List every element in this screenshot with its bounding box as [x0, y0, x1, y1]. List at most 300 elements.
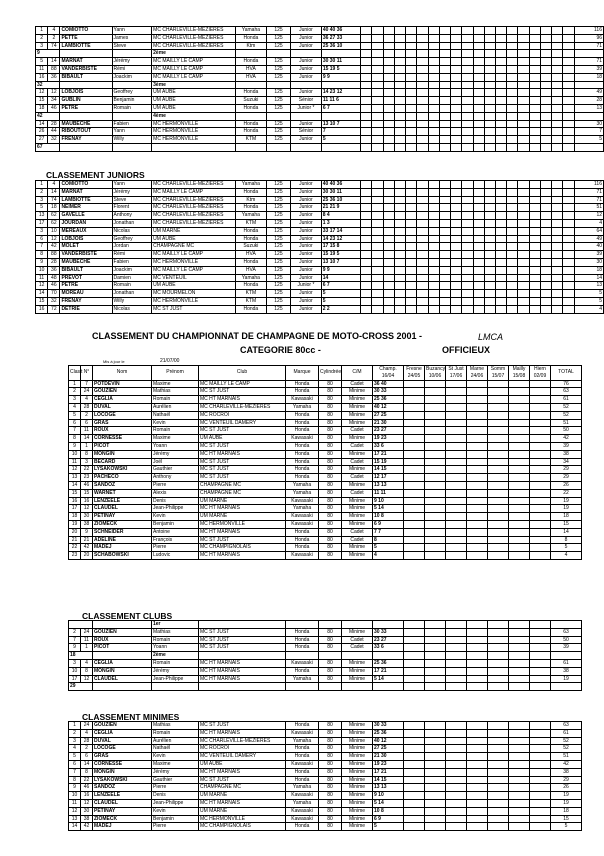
- empty-cell: [372, 219, 383, 227]
- empty-cell: [467, 520, 488, 528]
- empty-cell: [467, 528, 488, 536]
- empty-cell: [467, 659, 488, 667]
- empty-cell: [404, 419, 425, 427]
- cc-cell: 80: [319, 442, 342, 450]
- empty-cell: [439, 128, 450, 136]
- class-cell: Junior: [291, 181, 322, 189]
- empty-cell: [406, 219, 417, 227]
- club-cell: MC ST JUST: [199, 636, 286, 644]
- empty-cell: [321, 50, 360, 58]
- lastname-cell: RIBOUTOUT: [60, 128, 112, 136]
- table-row: [69, 807, 582, 815]
- brand-cell: Honda: [286, 644, 319, 652]
- number-cell: 36: [48, 73, 60, 81]
- lastname-cell: MAUBECHE: [60, 258, 112, 266]
- empty-cell: [540, 58, 551, 66]
- empty-cell: [439, 251, 450, 259]
- rank-cell: 17: [69, 505, 81, 513]
- class-cell: Junior: [291, 266, 322, 274]
- lastname-cell: CLAUDEL: [93, 799, 152, 807]
- empty-cell: [451, 34, 462, 42]
- cc-cell: 125: [266, 188, 290, 196]
- points-cell: 36 27 33: [321, 34, 360, 42]
- class-cell: Minime: [342, 520, 373, 528]
- empty-cell: [507, 58, 518, 66]
- firstname-cell: Jean-Philippe: [152, 799, 199, 807]
- empty-cell: [530, 458, 551, 466]
- rank-cell: 14: [69, 823, 81, 831]
- total-cell: 71: [574, 58, 603, 66]
- empty-cell: [574, 143, 603, 151]
- points-cell: 14 23 12: [321, 89, 360, 97]
- brand-cell: Honda: [235, 258, 266, 266]
- empty-cell: [404, 489, 425, 497]
- class-cell: Sénior: [291, 97, 322, 105]
- club-cell: MC ST JUST: [199, 536, 286, 544]
- table-row: [36, 136, 604, 144]
- empty-cell: [551, 621, 582, 629]
- empty-cell: [529, 219, 540, 227]
- lastname-cell: GAVELLE: [60, 212, 112, 220]
- empty-cell: [93, 683, 152, 691]
- empty-cell: [425, 628, 446, 636]
- empty-cell: [425, 745, 446, 753]
- empty-cell: [563, 251, 574, 259]
- empty-cell: [540, 297, 551, 305]
- brand-cell: KTM: [235, 136, 266, 144]
- empty-cell: [372, 81, 383, 89]
- class-cell: Junior: [291, 235, 322, 243]
- club-cell: MC HT MARNAIS: [199, 528, 286, 536]
- empty-cell: [462, 27, 473, 35]
- club-cell: MC CHARLEVILLE-MEZIERES: [152, 27, 236, 35]
- points-cell: 8: [373, 536, 404, 544]
- total-cell: 63: [551, 722, 582, 730]
- table-row: [69, 552, 582, 560]
- empty-cell: [552, 42, 563, 50]
- points-cell: 4: [373, 552, 404, 560]
- brand-cell: Yamaha: [235, 27, 266, 35]
- empty-cell: [530, 481, 551, 489]
- empty-cell: [530, 784, 551, 792]
- empty-cell: [425, 792, 446, 800]
- empty-cell: [425, 768, 446, 776]
- empty-cell: [488, 528, 509, 536]
- empty-cell: [439, 204, 450, 212]
- rank-cell: 12: [69, 466, 81, 474]
- empty-cell: [451, 42, 462, 50]
- section-label-cell: 3ème: [152, 81, 236, 89]
- empty-cell: [462, 120, 473, 128]
- empty-cell: [361, 42, 372, 50]
- empty-cell: [496, 89, 507, 97]
- club-cell: MC MAILLY LE CAMP: [152, 73, 236, 81]
- club-cell: MC CHARLEVILLE-MEZIERES: [199, 403, 286, 411]
- brand-cell: Honda: [286, 474, 319, 482]
- table-row: [69, 753, 582, 761]
- class-cell: Minime: [342, 792, 373, 800]
- table-row: [69, 628, 582, 636]
- rank-cell: 15: [36, 297, 48, 305]
- empty-cell: [361, 188, 372, 196]
- update-label: Mis à jour le: [103, 359, 125, 364]
- empty-cell: [425, 667, 446, 675]
- empty-cell: [529, 136, 540, 144]
- empty-cell: [462, 73, 473, 81]
- empty-cell: [530, 745, 551, 753]
- empty-cell: [406, 188, 417, 196]
- empty-cell: [372, 73, 383, 81]
- empty-cell: [372, 297, 383, 305]
- empty-cell: [361, 196, 372, 204]
- empty-cell: [462, 65, 473, 73]
- empty-cell: [552, 136, 563, 144]
- number-cell: 14: [48, 58, 60, 66]
- empty-cell: [518, 251, 529, 259]
- lastname-cell: MADEJ: [93, 544, 152, 552]
- empty-cell: [425, 380, 446, 388]
- cc-cell: 125: [266, 104, 290, 112]
- empty-cell: [291, 81, 322, 89]
- empty-cell: [509, 729, 530, 737]
- empty-cell: [404, 411, 425, 419]
- club-cell: UM AUBE: [152, 97, 236, 105]
- empty-cell: [530, 652, 551, 660]
- empty-cell: [488, 474, 509, 482]
- rank-cell: 1: [69, 380, 81, 388]
- brand-cell: Honda: [286, 427, 319, 435]
- empty-cell: [518, 97, 529, 105]
- empty-cell: [563, 219, 574, 227]
- empty-cell: [451, 305, 462, 313]
- cc-cell: 80: [319, 411, 342, 419]
- empty-cell: [488, 722, 509, 730]
- firstname-cell: Rémi: [112, 251, 152, 259]
- rank-cell: 7: [36, 243, 48, 251]
- class-cell: Minime: [342, 807, 373, 815]
- total-cell: 18: [574, 73, 603, 81]
- empty-cell: [518, 212, 529, 220]
- class-cell: Minime: [342, 466, 373, 474]
- empty-cell: [383, 227, 394, 235]
- firstname-cell: Jérémy: [112, 188, 152, 196]
- empty-cell: [530, 396, 551, 404]
- empty-cell: [509, 528, 530, 536]
- empty-cell: [60, 143, 112, 151]
- empty-cell: [473, 243, 484, 251]
- empty-cell: [507, 282, 518, 290]
- empty-cell: [425, 636, 446, 644]
- table-row: [69, 536, 582, 544]
- club-cell: MC HERMONVILLE: [152, 258, 236, 266]
- empty-cell: [473, 196, 484, 204]
- empty-cell: [404, 636, 425, 644]
- empty-cell: [417, 112, 428, 120]
- number-cell: 9: [81, 528, 93, 536]
- empty-cell: [404, 380, 425, 388]
- empty-cell: [552, 251, 563, 259]
- empty-cell: [425, 411, 446, 419]
- class-cell: Minime: [342, 388, 373, 396]
- brand-cell: Yamaha: [286, 489, 319, 497]
- class-cell: Cadet: [342, 380, 373, 388]
- empty-cell: [552, 181, 563, 189]
- empty-cell: [361, 143, 372, 151]
- cc-cell: 80: [319, 450, 342, 458]
- total-cell: 39: [551, 644, 582, 652]
- cc-cell: 125: [266, 235, 290, 243]
- club-cell: CHAMPAGNE MC: [199, 489, 286, 497]
- update-date: 21/07/00: [160, 358, 180, 364]
- empty-cell: [428, 65, 439, 73]
- club-cell: MC CHARLEVILLE-MEZIERES: [152, 219, 236, 227]
- brand-cell: Honda: [286, 528, 319, 536]
- empty-cell: [406, 305, 417, 313]
- empty-cell: [507, 136, 518, 144]
- cc-cell: 80: [319, 419, 342, 427]
- table-row: [36, 42, 604, 50]
- empty-cell: [446, 768, 467, 776]
- rank-cell: 18: [36, 104, 48, 112]
- lastname-cell: MARNAT: [60, 58, 112, 66]
- lastname-cell: MONGIN: [93, 450, 152, 458]
- points-cell: 7: [321, 128, 360, 136]
- empty-cell: [467, 489, 488, 497]
- empty-cell: [439, 235, 450, 243]
- empty-cell: [518, 42, 529, 50]
- lastname-cell: CEGLIA: [93, 396, 152, 404]
- empty-cell: [488, 419, 509, 427]
- number-cell: 32: [48, 136, 60, 144]
- rank-cell: 6: [69, 760, 81, 768]
- points-cell: 10 8: [373, 807, 404, 815]
- rank-cell: 5: [36, 58, 48, 66]
- empty-cell: [425, 621, 446, 629]
- table-row: [69, 435, 582, 443]
- number-cell: 24: [81, 628, 93, 636]
- brand-cell: Yamaha: [235, 274, 266, 282]
- empty-cell: [417, 34, 428, 42]
- empty-cell: [530, 442, 551, 450]
- empty-cell: [530, 380, 551, 388]
- empty-cell: [372, 204, 383, 212]
- rank-cell: 20: [69, 528, 81, 536]
- brand-cell: Honda: [286, 380, 319, 388]
- empty-cell: [467, 667, 488, 675]
- number-cell: 42: [81, 823, 93, 831]
- empty-cell: [361, 58, 372, 66]
- empty-cell: [417, 181, 428, 189]
- empty-cell: [467, 396, 488, 404]
- points-cell: 5: [373, 544, 404, 552]
- number-cell: 74: [48, 196, 60, 204]
- cc-cell: 80: [319, 427, 342, 435]
- table-row: [69, 737, 582, 745]
- empty-cell: [372, 274, 383, 282]
- points-cell: 15 19 5: [321, 251, 360, 259]
- column-header: TOTAL: [551, 366, 582, 381]
- empty-cell: [439, 266, 450, 274]
- empty-cell: [439, 212, 450, 220]
- club-cell: MC HT MARNAIS: [199, 396, 286, 404]
- empty-cell: [406, 50, 417, 58]
- total-cell: 4: [574, 305, 603, 313]
- lastname-cell: ROUX: [93, 427, 152, 435]
- empty-cell: [404, 644, 425, 652]
- championship-title: CLASSEMENT DU CHAMPIONNAT DE CHAMPAGNE DE MOTO-CROSS 2001 -: [92, 331, 423, 341]
- table-row: [69, 799, 582, 807]
- club-cell: MC HT MARNAIS: [199, 505, 286, 513]
- empty-cell: [540, 181, 551, 189]
- empty-cell: [425, 737, 446, 745]
- empty-cell: [488, 458, 509, 466]
- empty-cell: [529, 104, 540, 112]
- empty-cell: [372, 258, 383, 266]
- empty-cell: [467, 513, 488, 521]
- total-cell: 49: [574, 235, 603, 243]
- empty-cell: [518, 219, 529, 227]
- firstname-cell: Romain: [152, 396, 199, 404]
- empty-cell: [428, 251, 439, 259]
- empty-cell: [425, 552, 446, 560]
- empty-cell: [518, 274, 529, 282]
- class-cell: Cadet: [342, 528, 373, 536]
- column-header: Clas't: [69, 366, 81, 381]
- empty-cell: [446, 784, 467, 792]
- section-row: [69, 652, 582, 660]
- rank-cell: 13: [69, 815, 81, 823]
- empty-cell: [529, 112, 540, 120]
- lastname-cell: GRAS: [93, 753, 152, 761]
- rank-cell: 2: [69, 628, 81, 636]
- firstname-cell: Fabien: [112, 258, 152, 266]
- empty-cell: [473, 188, 484, 196]
- firstname-cell: Romain: [152, 659, 199, 667]
- brand-cell: Suzuki: [235, 243, 266, 251]
- points-cell: 40 40 36: [321, 27, 360, 35]
- empty-cell: [484, 196, 495, 204]
- empty-cell: [451, 128, 462, 136]
- empty-cell: [509, 403, 530, 411]
- club-cell: UM MARNE: [199, 513, 286, 521]
- cc-cell: 80: [319, 628, 342, 636]
- empty-cell: [507, 112, 518, 120]
- table-row: [69, 466, 582, 474]
- empty-cell: [383, 282, 394, 290]
- empty-cell: [495, 204, 506, 212]
- lastname-cell: FRENAY: [60, 136, 112, 144]
- empty-cell: [518, 65, 529, 73]
- empty-cell: [529, 65, 540, 73]
- rank-cell: 11: [36, 274, 48, 282]
- empty-cell: [563, 120, 574, 128]
- empty-cell: [417, 65, 428, 73]
- lastname-cell: JOURDAN: [60, 219, 112, 227]
- rank-cell: 5: [36, 204, 48, 212]
- empty-cell: [467, 729, 488, 737]
- number-cell: 2: [81, 745, 93, 753]
- empty-cell: [446, 807, 467, 815]
- club-cell: MC CHAMPIGNOLAIS: [199, 823, 286, 831]
- empty-cell: [462, 50, 473, 58]
- lastname-cell: SCHABOWSKI: [93, 552, 152, 560]
- class-cell: Minime: [342, 396, 373, 404]
- empty-cell: [439, 243, 450, 251]
- empty-cell: [518, 104, 529, 112]
- empty-cell: [394, 136, 405, 144]
- empty-cell: [467, 544, 488, 552]
- empty-cell: [266, 81, 290, 89]
- empty-cell: [383, 297, 394, 305]
- table-row: [69, 396, 582, 404]
- table-row: [69, 659, 582, 667]
- rank-cell: 5: [69, 411, 81, 419]
- rank-cell: 26: [36, 128, 48, 136]
- empty-cell: [383, 65, 394, 73]
- class-cell: Junior: [291, 73, 322, 81]
- empty-cell: [530, 667, 551, 675]
- empty-cell: [530, 552, 551, 560]
- number-cell: 12: [81, 675, 93, 683]
- empty-cell: [404, 396, 425, 404]
- empty-cell: [383, 235, 394, 243]
- empty-cell: [60, 81, 112, 89]
- empty-cell: [530, 753, 551, 761]
- cc-cell: 80: [319, 388, 342, 396]
- empty-cell: [462, 219, 473, 227]
- empty-cell: [404, 745, 425, 753]
- empty-cell: [496, 81, 507, 89]
- section-total-cell: 32: [36, 81, 60, 89]
- class-cell: Minime: [342, 815, 373, 823]
- empty-cell: [383, 212, 394, 220]
- empty-cell: [552, 297, 563, 305]
- empty-cell: [552, 104, 563, 112]
- empty-cell: [425, 544, 446, 552]
- empty-cell: [404, 784, 425, 792]
- class-cell: Minime: [342, 675, 373, 683]
- empty-cell: [518, 204, 529, 212]
- empty-cell: [404, 815, 425, 823]
- empty-cell: [383, 73, 394, 81]
- empty-cell: [540, 196, 551, 204]
- brand-cell: KTM: [235, 219, 266, 227]
- empty-cell: [428, 42, 439, 50]
- number-cell: 16: [81, 792, 93, 800]
- brand-cell: Honda: [286, 544, 319, 552]
- firstname-cell: Yoann: [152, 442, 199, 450]
- empty-cell: [507, 258, 518, 266]
- empty-cell: [509, 411, 530, 419]
- brand-cell: Kawasaki: [286, 815, 319, 823]
- class-cell: Junior: [291, 188, 322, 196]
- empty-cell: [60, 50, 112, 58]
- number-cell: 46: [48, 104, 60, 112]
- empty-cell: [361, 219, 372, 227]
- empty-cell: [446, 520, 467, 528]
- number-cell: 34: [48, 97, 60, 105]
- empty-cell: [425, 659, 446, 667]
- empty-cell: [404, 466, 425, 474]
- points-cell: 6 7: [321, 282, 360, 290]
- club-cell: MC VENTEUIL DAMERY: [199, 419, 286, 427]
- firstname-cell: Willy: [112, 136, 152, 144]
- empty-cell: [563, 58, 574, 66]
- empty-cell: [473, 34, 484, 42]
- empty-cell: [484, 188, 495, 196]
- points-cell: 5 14: [373, 505, 404, 513]
- class-cell: Minime: [342, 760, 373, 768]
